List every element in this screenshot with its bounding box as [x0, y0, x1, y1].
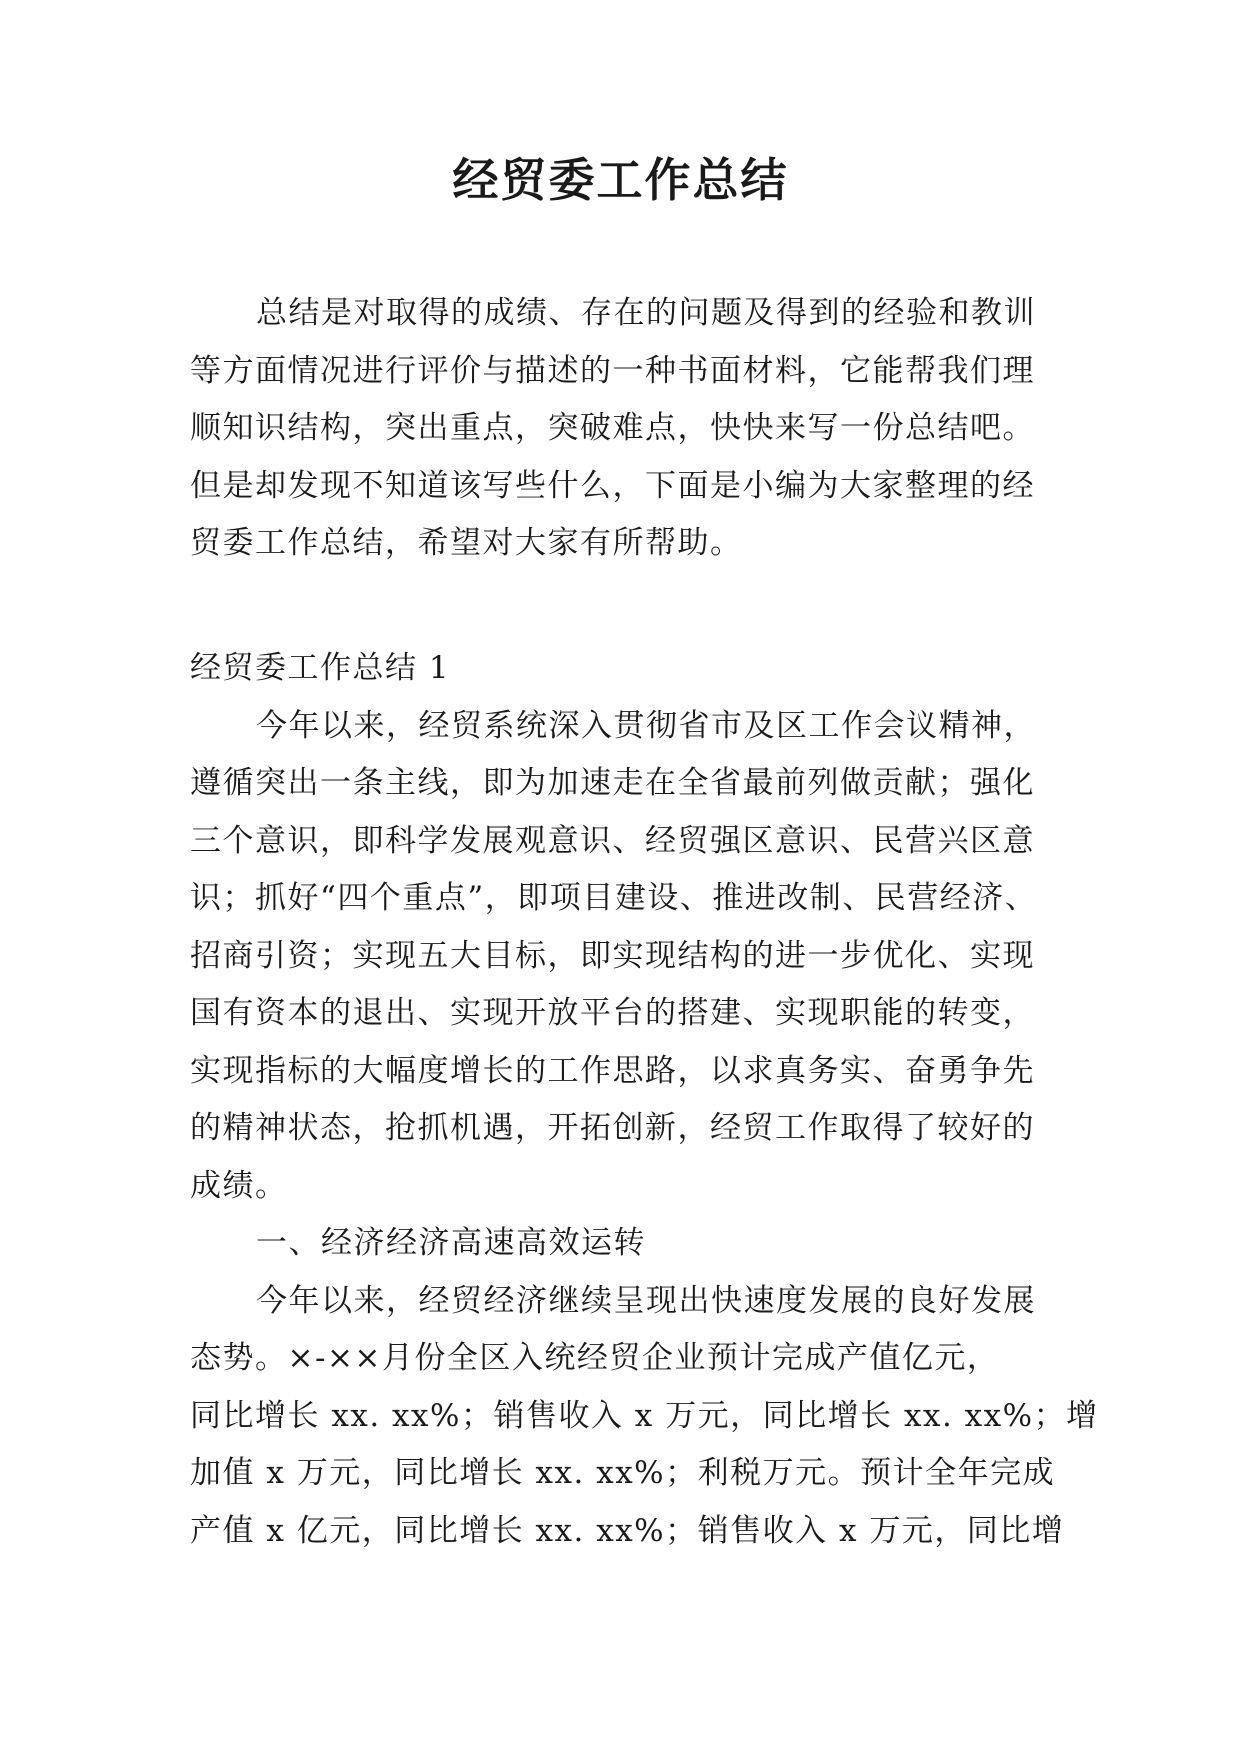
- subheading: 一、经济经济高速高效运转: [256, 1225, 646, 1261]
- body-line: 国有资本的退出、实现开放平台的搭建、实现职能的转变，: [190, 995, 1035, 1031]
- body-line: 同比增长 xx. xx%；销售收入 x 万元，同比增长 xx. xx%；增: [190, 1397, 1099, 1434]
- section-heading: 经贸委工作总结 1: [190, 650, 451, 686]
- intro-line: 贸委工作总结，希望对大家有所帮助。: [190, 525, 743, 561]
- body-line: 加值 x 万元，同比增长 xx. xx%；利税万元。预计全年完成: [190, 1455, 1056, 1491]
- section-1: [190, 640, 1099, 1560]
- body-line: 实现指标的大幅度增长的工作思路，以求真务实、奋勇争先: [190, 1052, 1035, 1089]
- body-line: 识；抓好“四个重点”，即项目建设、推进改制、民营经济、: [190, 880, 1038, 916]
- body-line: 的精神状态，抢抓机遇，开拓创新，经贸工作取得了较好的: [190, 1110, 1035, 1146]
- body-line: 今年以来，经贸经济继续呈现出快速度发展的良好发展: [256, 1282, 1036, 1319]
- document-title: 经贸委工作总结: [452, 153, 789, 207]
- body-line: 三个意识，即科学发展观意识、经贸强区意识、民营兴区意: [190, 822, 1035, 859]
- intro-line: 等方面情况进行评价与描述的一种书面材料，它能帮我们理: [190, 352, 1035, 389]
- body-line: 招商引资；实现五大目标，即实现结构的进一步优化、实现: [190, 937, 1035, 974]
- body-line: 产值 x 亿元，同比增长 xx. xx%；销售收入 x 万元，同比增: [190, 1512, 1065, 1549]
- body-line: 态势。×-××月份全区入统经贸企业预计完成产值亿元，: [190, 1340, 1000, 1376]
- body-line: 今年以来，经贸系统深入贯彻省市及区工作会议精神，: [256, 707, 1036, 744]
- intro-line: 总结是对取得的成绩、存在的问题及得到的经验和教训: [256, 295, 1036, 331]
- body-line: 遵循突出一条主线，即为加速走在全省最前列做贡献；强化: [190, 765, 1035, 801]
- intro-line: 顺知识结构，突出重点，突破难点，快快来写一份总结吧。: [190, 410, 1035, 446]
- intro-paragraph: [190, 285, 1060, 573]
- body-line: 成绩。: [190, 1167, 288, 1204]
- intro-line: 但是却发现不知道该写些什么，下面是小编为大家整理的经: [190, 467, 1035, 504]
